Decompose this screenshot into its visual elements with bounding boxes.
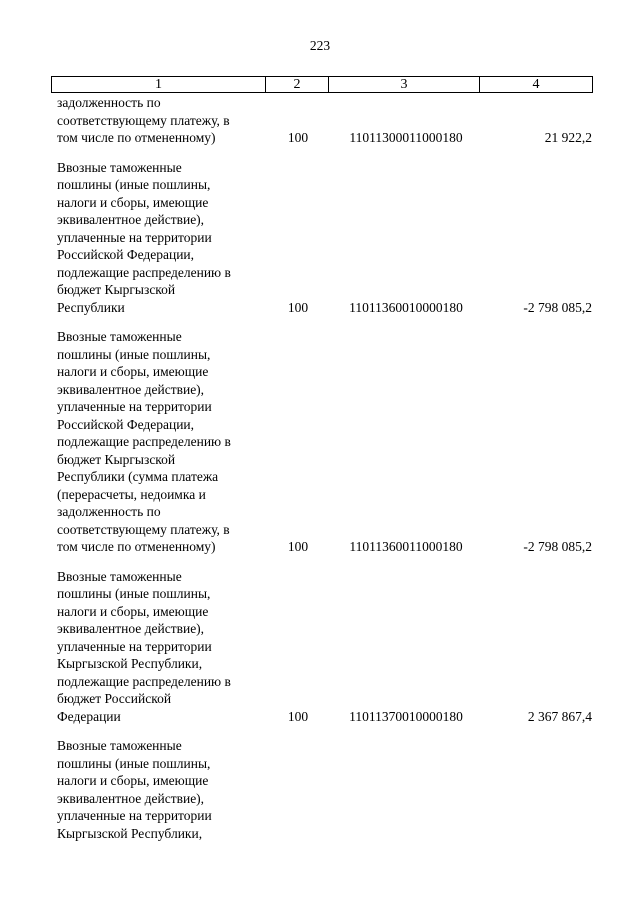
- header-col-1: 1: [155, 77, 162, 92]
- row-description: Ввозные таможенные пошлины (иные пошлины, налоги и сборы, имеющие эквивалентное действие), уплаченные на территории Кыргызской Республики,: [57, 738, 212, 841]
- row-classification-code: [336, 825, 476, 843]
- row-amount: 2 367 867,4: [527, 708, 592, 724]
- row-code: 100: [287, 130, 309, 145]
- row-classification-code: 11011370010000180: [349, 708, 463, 724]
- row-classification-code: 11011360011000180: [349, 539, 463, 554]
- header-col-4: 4: [532, 77, 540, 92]
- row-code: 100: [287, 299, 309, 315]
- row-amount: 21 922,2: [544, 130, 592, 145]
- page-number: 223: [309, 38, 331, 53]
- row-code: 100: [287, 708, 309, 724]
- table-body: [0, 94, 640, 842]
- row-code: [280, 825, 316, 843]
- table-row: [0, 328, 640, 556]
- row-amount: [480, 825, 592, 843]
- row-description: Ввозные таможенные пошлины (иные пошлины, налоги и сборы, имеющие эквивалентное действие), уплаченные на территории Кыргызской Республики, подлежащие распределению в бюджет Российской Федерации: [57, 568, 231, 724]
- row-description: Ввозные таможенные пошлины (иные пошлины, налоги и сборы, имеющие эквивалентное действие), уплаченные на территории Российской Федерации, подлежащие распределению в бюджет Кыргызской Республики (сумма платежа (перерасчеты, недоимка и задолженность по соответствующему платежу, в том числе по отмененному): [57, 329, 231, 554]
- table-row: [0, 737, 640, 842]
- row-classification-code: 11011360010000180: [349, 299, 463, 315]
- table-row: [0, 94, 640, 147]
- table-row: [0, 159, 640, 317]
- row-amount: -2 798 085,2: [523, 539, 592, 554]
- header-col-3: 3: [400, 77, 408, 92]
- table-row: [0, 568, 640, 726]
- row-description: задолженность по соответствующему платежу, в том числе по отмененному): [57, 95, 230, 145]
- header-col-2: 2: [293, 77, 301, 92]
- row-amount: -2 798 085,2: [523, 299, 592, 315]
- row-classification-code: 11011300011000180: [349, 130, 463, 145]
- table-header: [51, 76, 593, 93]
- row-description: Ввозные таможенные пошлины (иные пошлины, налоги и сборы, имеющие эквивалентное действие), уплаченные на территории Российской Федерации, подлежащие распределению в бюджет Кыргызской Республики: [57, 159, 231, 315]
- row-code: 100: [287, 539, 309, 554]
